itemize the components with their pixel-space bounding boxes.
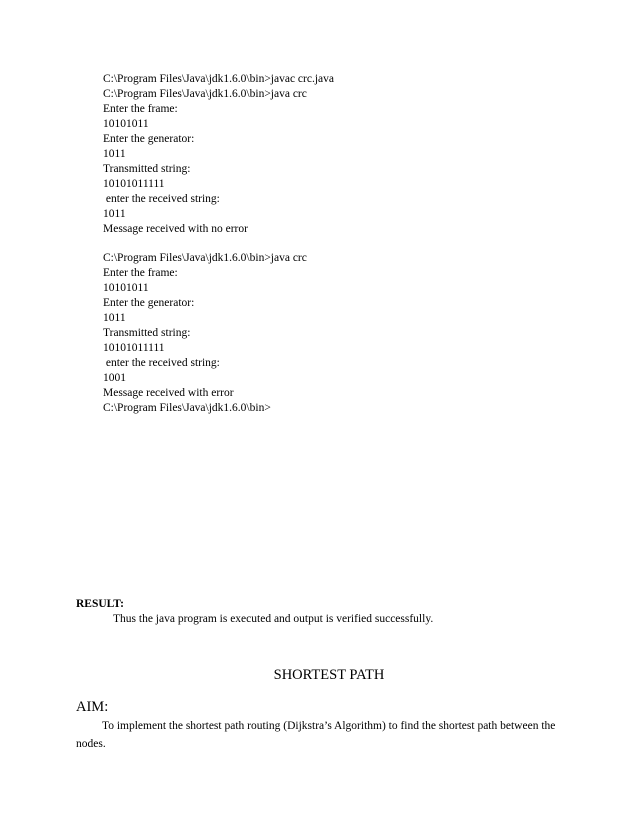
console-line: Enter the frame: bbox=[103, 267, 178, 279]
console-line: Enter the generator: bbox=[103, 297, 195, 309]
console-line: 1011 bbox=[103, 208, 126, 220]
console-output bbox=[103, 72, 334, 416]
console-line: C:\Program Files\Java\jdk1.6.0\bin> bbox=[103, 402, 271, 414]
console-line: Message received with no error bbox=[103, 223, 248, 235]
console-line: 1011 bbox=[103, 312, 126, 324]
console-line: 10101011111 bbox=[103, 342, 165, 354]
console-line: Enter the generator: bbox=[103, 133, 195, 145]
console-line: C:\Program Files\Java\jdk1.6.0\bin>java crc bbox=[103, 252, 307, 264]
console-line: 10101011 bbox=[103, 282, 149, 294]
console-line: Message received with error bbox=[103, 387, 234, 399]
console-line: Enter the frame: bbox=[103, 103, 178, 115]
console-line: C:\Program Files\Java\jdk1.6.0\bin>javac crc.java bbox=[103, 73, 334, 85]
section-title: SHORTEST PATH bbox=[273, 667, 385, 683]
console-line: 1001 bbox=[103, 372, 126, 384]
console-line: C:\Program Files\Java\jdk1.6.0\bin>java crc bbox=[103, 88, 307, 100]
console-line: 10101011111 bbox=[103, 178, 165, 190]
aim-heading: AIM: bbox=[76, 699, 109, 715]
console-line: 10101011 bbox=[103, 118, 149, 130]
result-heading: RESULT: bbox=[76, 598, 124, 610]
console-line: Transmitted string: bbox=[103, 327, 191, 339]
result-text: Thus the java program is executed and output is verified successfully. bbox=[113, 613, 434, 625]
console-line: 1011 bbox=[103, 148, 126, 160]
console-line: enter the received string: bbox=[103, 193, 220, 205]
aim-text: To implement the shortest path routing (Dijkstra’s Algorithm) to find the shortest path between the nodes. bbox=[76, 720, 556, 750]
blank-line bbox=[103, 237, 334, 251]
console-line: enter the received string: bbox=[103, 357, 220, 369]
console-line: Transmitted string: bbox=[103, 163, 191, 175]
